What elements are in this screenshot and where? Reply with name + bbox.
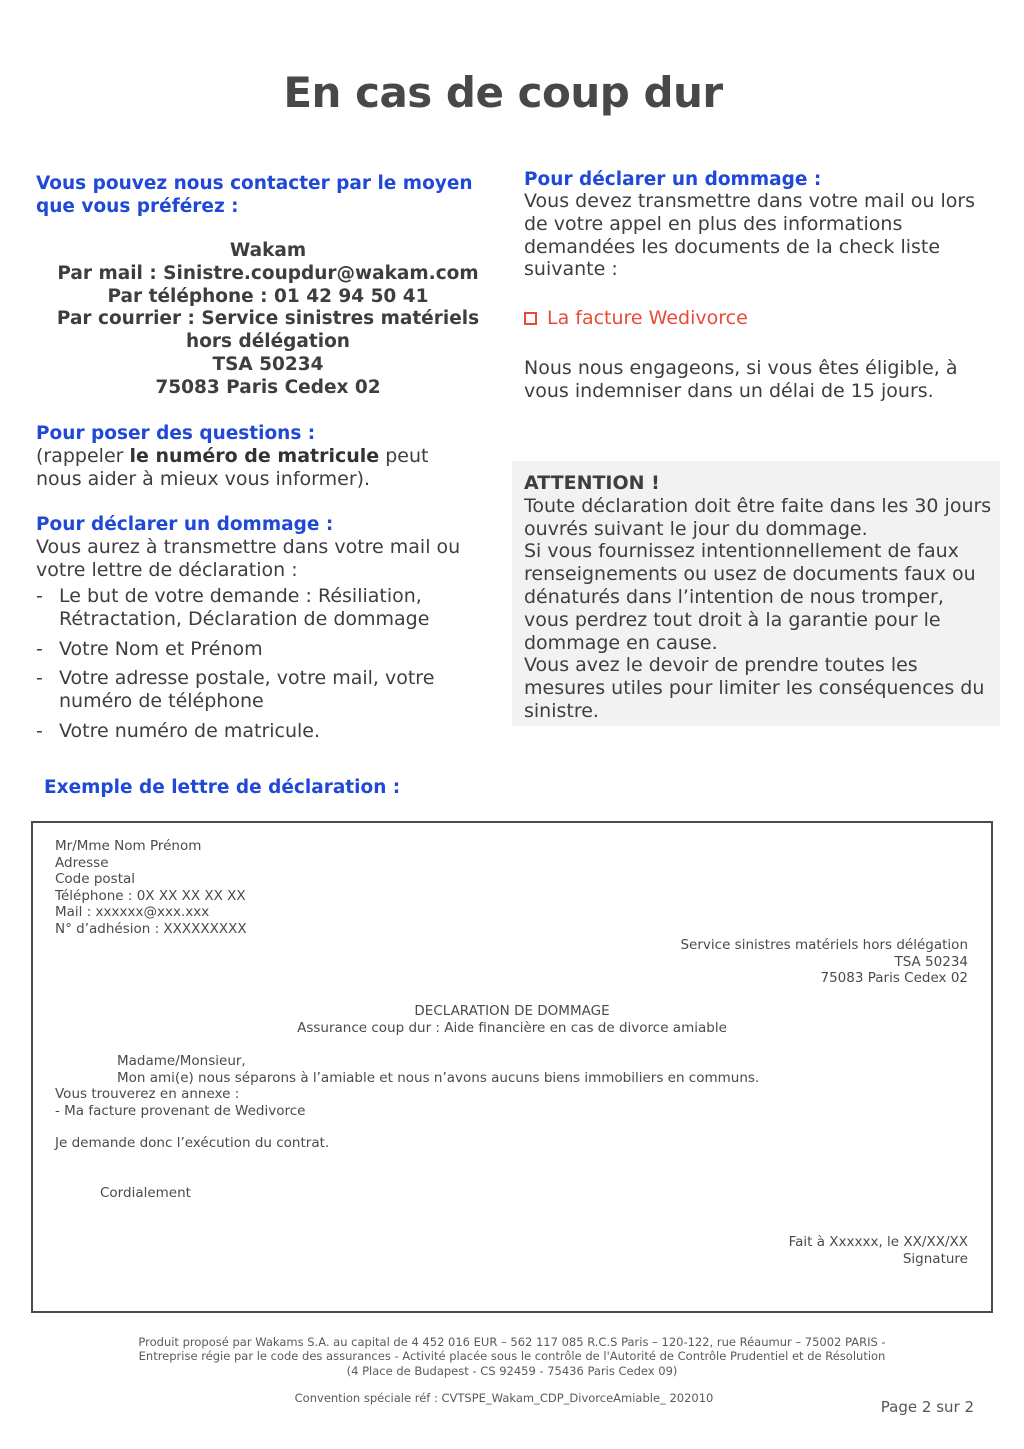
- dash-bullet: -: [36, 585, 43, 607]
- attention-paragraph: Toute déclaration doit être faite dans les 30 jours ouvrés suivant le jour du dommage.: [524, 494, 992, 540]
- declare-left-heading: Pour déclarer un dommage :: [36, 514, 334, 535]
- attention-paragraph: Vous avez le devoir de prendre toutes les mesures utiles pour limiter les conséquences du sinistre.: [524, 654, 985, 722]
- contact-company: Wakam: [229, 240, 307, 261]
- footer-legal: Produit proposé par Wakams S.A. au capital de 4 452 016 EUR – 562 117 085 R.C.S Paris – 120-122, rue Réaumur – 75002 PARIS - Entreprise régie par le code des assurances - Activité placée sous le contrôle de l'Autorité de Contrôle Prudentiel et de Résolution (4 Place de Budapest - CS 92459 - 75436 Paris Cedex 09): [138, 1335, 886, 1378]
- checklist-label: La facture Wedivorce: [547, 307, 748, 329]
- letter-signature-block: [660, 1234, 968, 1267]
- letter-greeting-block: [117, 1053, 977, 1086]
- list-item: - Le but de votre demande : Résiliation, Rétractation, Déclaration de dommage: [36, 585, 430, 630]
- contact-mail: Par mail : Sinistre.coupdur@wakam.com: [57, 262, 479, 284]
- contact-city: 75083 Paris Cedex 02: [155, 376, 381, 398]
- letter-body: Mon ami(e) nous séparons à l’amiable et nous n’avons aucuns biens immobiliers en communs.: [117, 1069, 760, 1086]
- contact-heading: Vous pouvez nous contacter par le moyen que vous préférez :: [36, 173, 473, 217]
- declare-right-heading: Pour déclarer un dommage :: [524, 169, 822, 190]
- letter-request: Je demande donc l’exécution du contrat.: [55, 1135, 330, 1151]
- contact-mail-service: Par courrier : Service sinistres matériels hors délégation: [56, 308, 480, 353]
- letter-place-date: Fait à Xxxxxx, le XX/XX/XX: [788, 1234, 968, 1250]
- letter-annex: Vous trouverez en annexe : - Ma facture provenant de Wedivorce: [55, 1086, 306, 1119]
- list-item: - Votre Nom et Prénom: [36, 637, 263, 660]
- letter-signature: Signature: [902, 1250, 968, 1267]
- list-item: - Votre numéro de matricule.: [36, 719, 321, 742]
- declare-right-intro: Vous devez transmettre dans votre mail ou lors de votre appel en plus des informations demandées les documents de la check liste suivante :: [524, 190, 976, 281]
- matricule-emphasis: le numéro de matricule: [129, 445, 380, 467]
- contact-phone: Par téléphone : 01 42 94 50 41: [107, 285, 429, 307]
- commitment-text: Nous nous engageons, si vous êtes éligible, à vous indemniser dans un délai de 15 jours.: [524, 357, 958, 402]
- list-item: - Votre adresse postale, votre mail, votre numéro de téléphone: [36, 667, 435, 713]
- page-title: En cas de coup dur: [283, 68, 723, 117]
- letter-subject: DECLARATION DE DOMMAGE Assurance coup dur : Aide financière en cas de divorce amiable: [297, 1003, 727, 1036]
- footer-convention: Convention spéciale réf : CVTSPE_Wakam_CDP_DivorceAmiable_ 202010: [294, 1391, 714, 1405]
- dash-bullet: -: [36, 719, 43, 742]
- letter-greeting: Madame/Monsieur,: [117, 1053, 246, 1069]
- contact-block: [36, 240, 500, 400]
- dash-bullet: -: [36, 637, 43, 660]
- contact-tsa: TSA 50234: [212, 353, 324, 375]
- dash-bullet: -: [36, 667, 43, 690]
- declare-left-list: [36, 585, 456, 750]
- declare-left-intro: Vous aurez à transmettre dans votre mail ou votre lettre de déclaration :: [36, 536, 461, 581]
- letter-closing: Cordialement: [100, 1185, 191, 1201]
- questions-heading: Pour poser des questions :: [36, 423, 316, 444]
- letter-recipient: Service sinistres matériels hors délégation TSA 50234 75083 Paris Cedex 02: [680, 937, 968, 986]
- questions-text: (rappeler le numéro de matricule peut nous aider à mieux vous informer).: [36, 445, 429, 490]
- example-heading: Exemple de lettre de déclaration :: [44, 777, 401, 798]
- checklist-item: [524, 307, 984, 330]
- attention-paragraph: Si vous fournissez intentionnellement de faux renseignements ou usez de documents faux ou dénaturés dans l’intention de nous tromper, vous perdrez tout droit à la garantie pour le dommage en cause.: [524, 540, 976, 654]
- attention-heading: ATTENTION !: [524, 472, 660, 494]
- letter-sender: Mr/Mme Nom Prénom Adresse Code postal Téléphone : 0X XX XX XX XX Mail : xxxxxx@xxx.xxx N° d’adhésion : XXXXXXXXX: [55, 838, 247, 937]
- checkbox-icon: [524, 312, 537, 325]
- page-number: Page 2 sur 2: [880, 1398, 974, 1416]
- attention-content: [524, 472, 994, 723]
